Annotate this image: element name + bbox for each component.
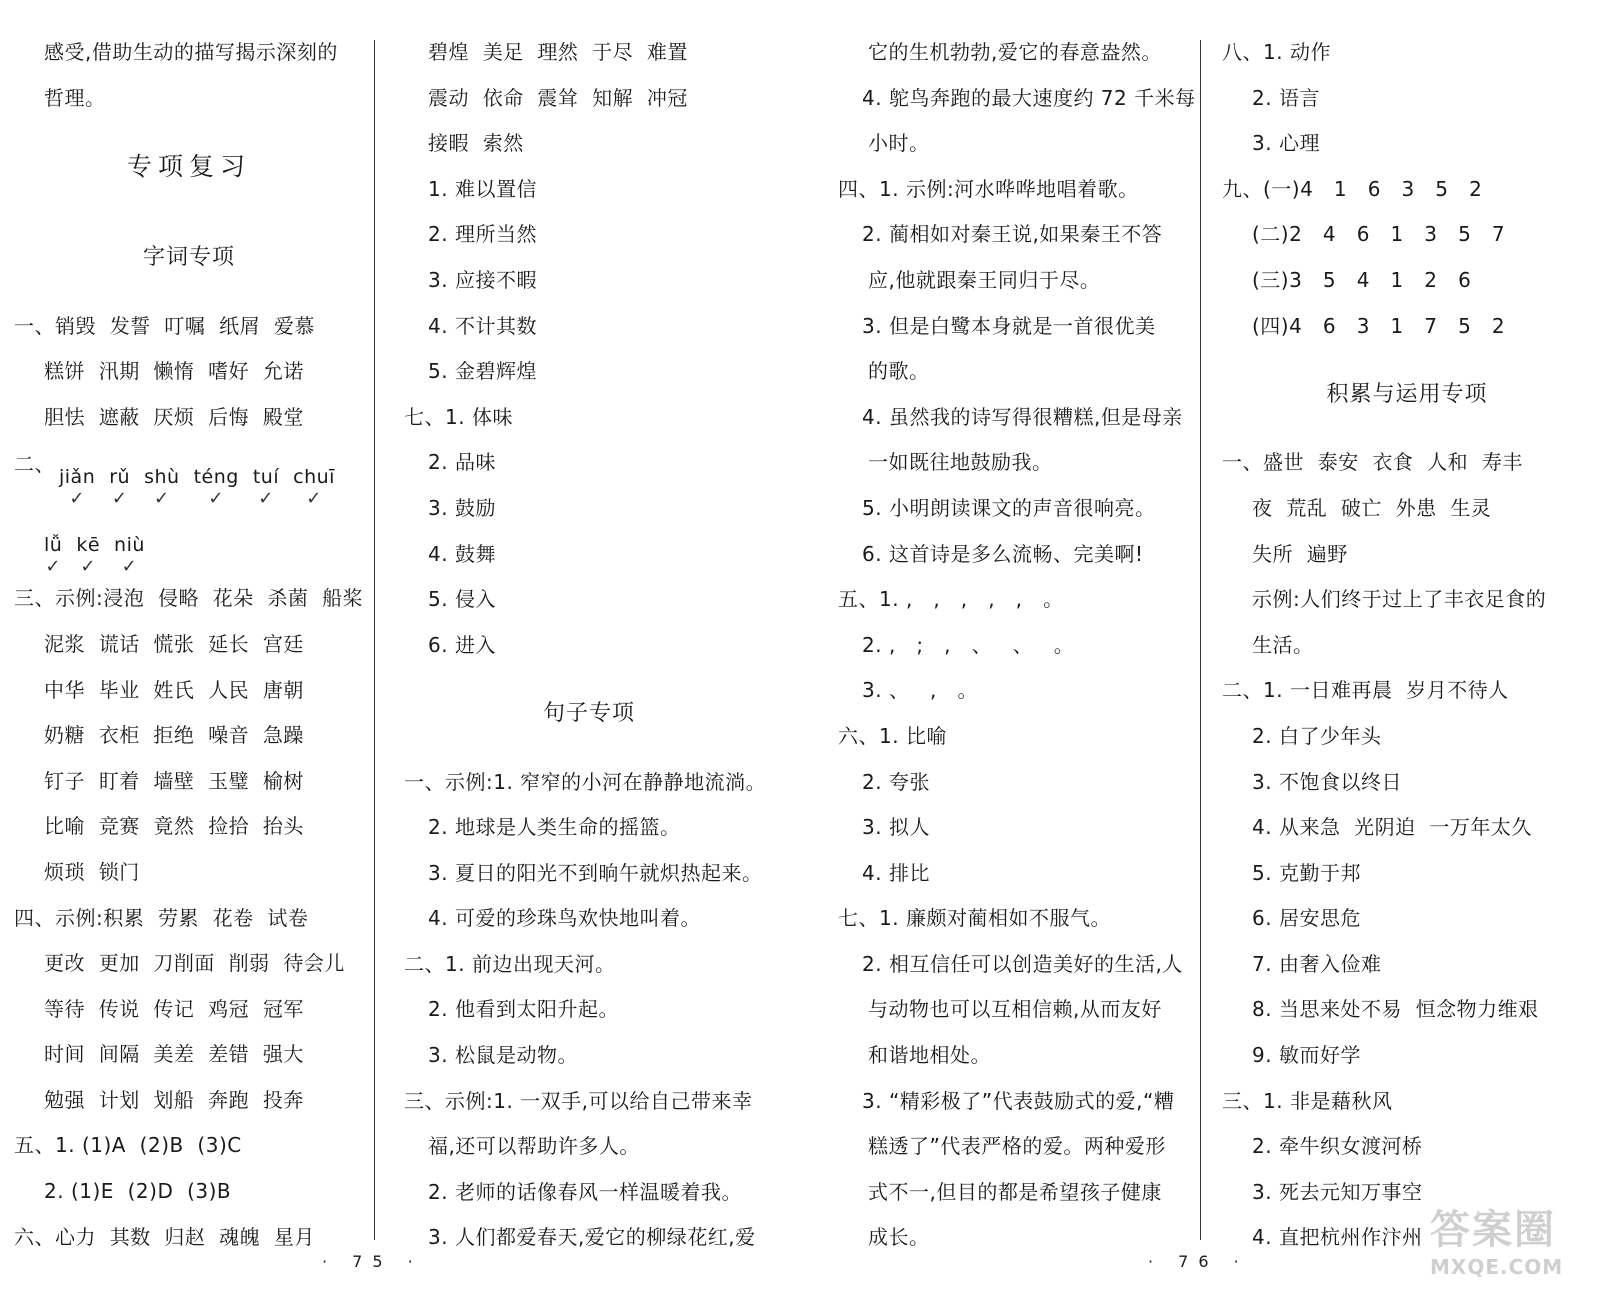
answer-line: 2. 牵牛织女渡河桥 — [1252, 1134, 1423, 1159]
col1-intro — [14, 30, 364, 121]
answer-line: 4. 虽然我的诗写得很糟糕,但是母亲 — [862, 404, 1183, 429]
col4-accumulation — [1222, 440, 1592, 1261]
answer-line: 七、1. 体味 — [404, 404, 513, 429]
pinyin-text: niù — [114, 534, 145, 557]
pinyin-row-1 — [14, 440, 364, 508]
subsection-title-words: 字词专项 — [142, 245, 235, 271]
answer-line: 2. (1)E (2)D (3)B — [44, 1179, 232, 1204]
pinyin-item — [76, 532, 100, 576]
pinyin-item — [144, 464, 179, 508]
pinyin-text: lǚ — [44, 534, 63, 557]
pinyin-text: jiǎn — [59, 466, 96, 489]
answer-line: 3. 鼓励 — [428, 495, 496, 520]
answer-line: 胆怯 遮蔽 厌烦 后悔 殿堂 — [44, 404, 304, 429]
answer-line: 3. 拟人 — [862, 815, 930, 840]
pinyin-text: chuī — [293, 466, 335, 489]
answer-line: 七、1. 廉颇对蔺相如不服气。 — [838, 906, 1111, 931]
pinyin-item — [114, 532, 145, 576]
answer-line: 示例:人们终于过上了丰衣足食的 — [1252, 587, 1547, 612]
answer-line: 感受,借助生动的描写揭示深刻的 — [44, 40, 338, 64]
answer-line: 3. 但是白鹭本身就是一首很优美 — [862, 313, 1156, 338]
answer-line: 3. 应接不暇 — [428, 267, 537, 292]
pinyin-item — [293, 464, 335, 508]
answer-line: 碧煌 美足 理然 于尽 难置 — [428, 40, 688, 64]
check-mark-icon: ✓ — [306, 488, 322, 510]
answer-line: 3. 夏日的阳光不到晌午就炽热起来。 — [428, 860, 763, 885]
answer-line: 与动物也可以互相信赖,从而友好 — [868, 997, 1162, 1022]
pinyin-row-2 — [14, 508, 364, 576]
answer-line: 一如既往地鼓励我。 — [868, 450, 1053, 475]
pinyin-text: téng — [193, 466, 239, 489]
answer-line: 4. 直把杭州作汴州 — [1252, 1225, 1423, 1250]
check-mark-icon: ✓ — [111, 488, 128, 510]
answer-line: (三)3 5 4 1 2 6 — [1252, 267, 1472, 292]
check-mark-icon: ✓ — [208, 488, 225, 510]
column-1 — [14, 30, 364, 1260]
answer-line: 四、示例:积累 劳累 花卷 试卷 — [14, 905, 309, 930]
pinyin-item — [59, 464, 95, 508]
check-mark-icon: ✓ — [69, 488, 85, 510]
pinyin-item — [44, 532, 62, 576]
answer-line: 一、盛世 泰安 衣食 人和 寿丰 — [1222, 450, 1523, 475]
answer-line: 2. 蔺相如对秦王说,如果秦王不答 — [862, 222, 1163, 247]
check-mark-icon: ✓ — [80, 556, 96, 578]
answer-line: 1. 难以置信 — [428, 176, 537, 201]
column-3 — [838, 30, 1196, 1261]
col2-sentences — [404, 760, 774, 1262]
answer-line: 3. 、 , 。 — [862, 678, 978, 703]
answer-line: 二、1. 前边出现天河。 — [404, 951, 616, 976]
answer-line: 中华 毕业 姓氏 人民 唐朝 — [44, 677, 304, 702]
answer-line: (四)4 6 3 1 7 5 2 — [1252, 313, 1506, 338]
answer-line: 钉子 盯着 墙壁 玉璧 榆树 — [44, 768, 304, 793]
answer-line: 4. 鼓舞 — [428, 541, 496, 566]
answer-line: 四、1. 示例:河水哗哗地唱着歌。 — [838, 176, 1139, 201]
answer-line: 4. 不计其数 — [428, 313, 537, 338]
answer-line: 和谐地相处。 — [868, 1043, 991, 1068]
answer-line: 小时。 — [868, 131, 930, 156]
watermark-logo — [1430, 1198, 1590, 1298]
answer-line: 2. 相互信任可以创造美好的生活,人 — [862, 951, 1183, 976]
answer-line: 比喻 竞赛 竟然 捡拾 抬头 — [44, 814, 304, 839]
pinyin-label: 二、 — [14, 452, 55, 477]
pinyin-item — [109, 464, 130, 508]
answer-line: 八、1. 动作 — [1222, 40, 1331, 64]
pinyin-text: rǔ — [109, 466, 131, 489]
answer-line: 2. 语言 — [1252, 85, 1320, 110]
answer-line: 6. 这首诗是多么流畅、完美啊! — [862, 541, 1144, 566]
answer-line: 2. 理所当然 — [428, 222, 537, 247]
pinyin-text: kē — [76, 534, 101, 557]
col1-words — [14, 304, 364, 441]
answer-line: 二、1. 一日难再晨 岁月不待人 — [1222, 678, 1509, 703]
answer-line: 2. 老师的话像春风一样温暖着我。 — [428, 1179, 742, 1204]
check-mark-icon: ✓ — [258, 488, 274, 510]
answer-line: 哲理。 — [44, 85, 106, 110]
answer-line: (二)2 4 6 1 3 5 7 — [1252, 222, 1506, 247]
answer-line: 五、1. , , , , , 。 — [838, 587, 1064, 612]
answer-line: 五、1. (1)A (2)B (3)C — [14, 1133, 242, 1158]
pinyin-item — [194, 464, 239, 508]
answer-line: 8. 当思来处不易 恒念物力维艰 — [1252, 997, 1539, 1022]
check-mark-icon: ✓ — [154, 488, 170, 510]
answer-line: 更改 更加 刀削面 削弱 待会儿 — [44, 951, 345, 976]
column-divider-right — [1200, 40, 1201, 1240]
answer-line: 三、示例:1. 一双手,可以给自己带来幸 — [404, 1088, 753, 1113]
answer-line: 4. 从来急 光阴迫 一万年太久 — [1252, 815, 1532, 840]
answer-line: 夜 荒乱 破亡 外患 生灵 — [1252, 495, 1492, 520]
answer-line: 9. 敏而好学 — [1252, 1043, 1361, 1068]
col3-answers — [838, 30, 1196, 1261]
answer-line: 六、1. 比喻 — [838, 723, 947, 748]
subsection-title-sentences: 句子专项 — [542, 701, 635, 727]
watermark-logo-text: 答案圈 — [1430, 1207, 1556, 1253]
answer-line: 2. 夸张 — [862, 769, 930, 794]
pinyin-group-1 — [59, 464, 349, 508]
answer-line: 7. 由奢入俭难 — [1252, 951, 1382, 976]
answer-line: 3. “精彩极了”代表鼓励式的爱,“糟 — [862, 1088, 1175, 1113]
answer-line: 等待 传说 传记 鸡冠 冠军 — [44, 996, 304, 1021]
answer-line: 时间 间隔 美差 差错 强大 — [44, 1042, 304, 1067]
answer-line: 3. 不饱食以终日 — [1252, 769, 1402, 794]
answer-line: 一、示例:1. 窄窄的小河在静静地流淌。 — [404, 769, 767, 794]
check-mark-icon: ✓ — [45, 556, 61, 578]
answer-line: 4. 排比 — [862, 860, 930, 885]
page-number-right: · 76 · — [1148, 1252, 1249, 1271]
answer-line: 奶糖 衣柜 拒绝 噪音 急躁 — [44, 723, 304, 748]
answer-line: 2. , ; , 、 、 。 — [862, 632, 1075, 657]
subsection-title-accumulation: 积累与运用专项 — [1326, 382, 1488, 408]
pinyin-text: tuí — [252, 466, 280, 489]
answer-line: 震动 依命 震耸 知解 冲冠 — [428, 85, 688, 110]
answer-line: 三、1. 非是藉秋风 — [1222, 1088, 1393, 1113]
answer-line: 糕饼 汛期 懒惰 嗜好 允诺 — [44, 359, 304, 384]
answer-line: 烦琐 锁门 — [44, 859, 140, 884]
answer-line: 5. 克勤于邦 — [1252, 860, 1361, 885]
answer-line: 2. 地球是人类生命的摇篮。 — [428, 815, 681, 840]
answer-line: 成长。 — [868, 1225, 930, 1250]
answer-line: 它的生机勃勃,爱它的春意盎然。 — [868, 40, 1162, 64]
pinyin-text: shù — [144, 466, 180, 489]
answer-line: 九、(一)4 1 6 3 5 2 — [1222, 176, 1483, 201]
answer-line: 接暇 索然 — [428, 131, 524, 156]
section-title: 专项复习 — [126, 152, 251, 182]
column-2 — [404, 30, 774, 1261]
answer-line: 生活。 — [1252, 632, 1314, 657]
col2-words — [404, 30, 774, 668]
answer-line: 3. 松鼠是动物。 — [428, 1043, 578, 1068]
answer-line: 福,还可以帮助许多人。 — [428, 1134, 640, 1159]
answer-line: 六、心力 其数 归赵 魂魄 星月 — [14, 1224, 315, 1249]
answer-line: 4. 可爱的珍珠鸟欢快地叫着。 — [428, 906, 701, 931]
answer-line: 应,他就跟秦王同归于尽。 — [868, 267, 1101, 292]
answer-line: 的歌。 — [868, 359, 930, 384]
col1-answers — [14, 576, 364, 1260]
pinyin-group-2 — [44, 532, 159, 576]
pinyin-item — [253, 464, 279, 508]
answer-line: 三、示例:浸泡 侵略 花朵 杀菌 船桨 — [14, 586, 364, 611]
watermark-url: MXQE.COM — [1430, 1255, 1564, 1279]
page-number-left: · 75 · — [322, 1252, 423, 1271]
answer-line: 一、销毁 发誓 叮嘱 纸屑 爱慕 — [14, 313, 315, 338]
answer-line: 3. 死去元知万事空 — [1252, 1179, 1423, 1204]
answer-line: 3. 人们都爱春天,爱它的柳绿花红,爱 — [428, 1225, 756, 1250]
answer-line: 4. 鸵鸟奔跑的最大速度约 72 千米每 — [862, 85, 1196, 110]
answer-line: 5. 小明朗读课文的声音很响亮。 — [862, 495, 1156, 520]
answer-line: 失所 遍野 — [1252, 541, 1348, 566]
column-divider-left — [374, 40, 375, 1240]
answer-line: 5. 侵入 — [428, 587, 496, 612]
answer-line: 勉强 计划 划船 奔跑 投奔 — [44, 1087, 304, 1112]
answer-line: 2. 他看到太阳升起。 — [428, 997, 619, 1022]
answer-line: 6. 进入 — [428, 632, 496, 657]
answer-line: 式不一,但目的都是希望孩子健康 — [868, 1179, 1162, 1204]
answer-line: 糕透了”代表严格的爱。两种爱形 — [868, 1134, 1166, 1159]
answer-line: 2. 白了少年头 — [1252, 723, 1382, 748]
column-4 — [1222, 30, 1592, 1261]
check-mark-icon: ✓ — [121, 556, 138, 578]
answer-line: 2. 品味 — [428, 450, 496, 475]
answer-line: 5. 金碧辉煌 — [428, 359, 537, 384]
answer-line: 6. 居安思危 — [1252, 906, 1361, 931]
answer-line: 泥浆 谎话 慌张 延长 宫廷 — [44, 631, 304, 656]
answer-line: 3. 心理 — [1252, 131, 1320, 156]
col4-answers — [1222, 30, 1592, 349]
